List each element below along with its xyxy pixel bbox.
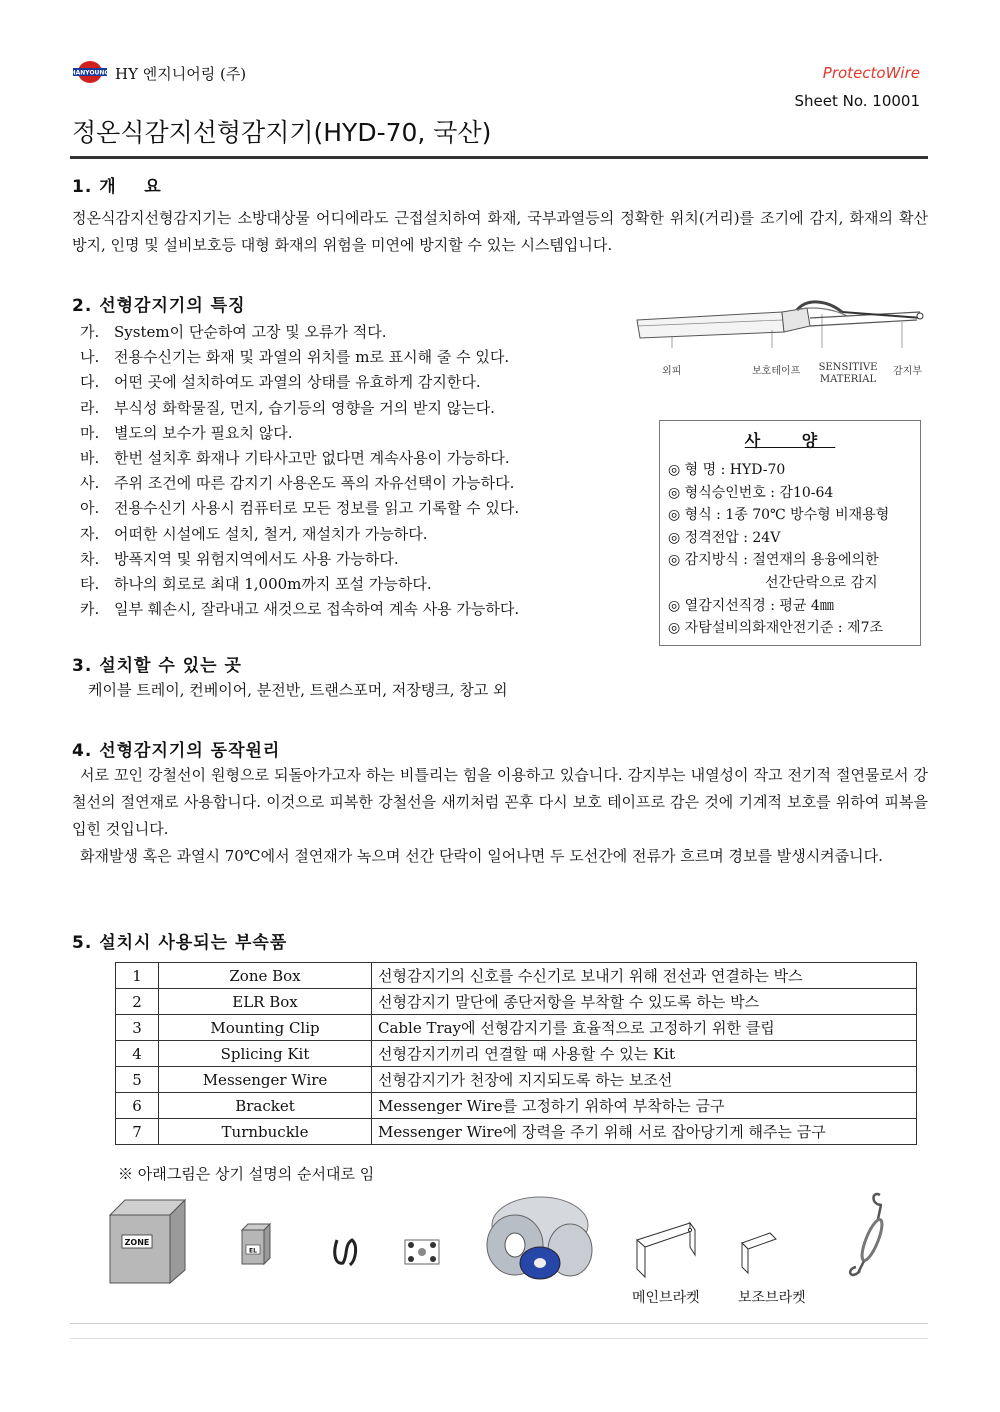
part-name-cell: Zone Box [159, 963, 372, 989]
feature-text: 일부 훼손시, 잘라내고 새것으로 접속하여 계속 사용 가능하다. [114, 600, 520, 619]
company-logo [70, 60, 110, 84]
feature-text: 부식성 화학물질, 먼지, 습기등의 영향을 거의 받지 않는다. [114, 398, 495, 417]
feature-text: 전용수신기 사용시 컴퓨터로 모든 정보를 읽고 기록할 수 있다. [114, 499, 520, 518]
section-1-body: 정온식감지선형감지기는 소방대상물 어디에라도 근접설치하여 화재, 국부과열등의 정확한 위치(거리)를 조기에 감지, 화재의 확산방지, 인명 및 설비보호등 대형 화재의 위험을 미연에 방지할 수 있는 시스템입니다. [72, 209, 928, 254]
feature-text: 방폭지역 및 위험지역에서도 사용 가능하다. [114, 549, 399, 568]
spec-row: ◎ 열감지선직경 : 평균 4㎜ [668, 597, 834, 614]
feature-marker: 타. [80, 574, 100, 593]
part-name-cell: ELR Box [159, 989, 372, 1015]
logo-text: HANYOUNG [70, 69, 110, 77]
table-row [116, 1093, 917, 1119]
section-4-para-1: 서로 꼬인 강철선이 원형으로 되돌아가고자 하는 비틀리는 힘을 이용하고 있습니다. 감지부는 내열성이 작고 전기적 절연물로서 강철선의 절연재로 사용합니다. 이것으로 피복한 강철선을 새끼처럼 꼰후 다시 보호 테이프로 감은 것에 기계적 보호를 위하여 피복을 입힌 것입니다. [72, 766, 928, 838]
feature-marker: 아. [80, 499, 100, 518]
feature-item [80, 471, 640, 496]
spec-row: ◎ 형식승인번호 : 감10-64 [668, 484, 834, 501]
part-number-cell: 3 [116, 1015, 159, 1041]
spec-rows [668, 459, 889, 640]
feature-list [80, 320, 640, 622]
page-title: 정온식감지선형감지기(HYD-70, 국산) [72, 118, 492, 147]
spec-row: ◎ 정격전압 : 24V [668, 529, 781, 546]
feature-text: 주위 조건에 따른 감지기 사용온도 폭의 자유선택이 가능하다. [114, 474, 515, 493]
table-row [116, 1067, 917, 1093]
feature-marker: 카. [80, 600, 100, 619]
footer-divider-2 [70, 1338, 928, 1339]
section-1-title: 1. 개 요 [72, 177, 162, 197]
part-name-cell: Messenger Wire [159, 1067, 372, 1093]
feature-marker: 라. [80, 398, 100, 417]
cable-label-tape: 보호테이프 [752, 366, 801, 377]
main-bracket-caption: 메인브라켓 [632, 1290, 700, 1306]
table-row [116, 989, 917, 1015]
table-row [116, 1119, 917, 1145]
feature-marker: 차. [80, 549, 100, 568]
feature-marker: 다. [80, 373, 100, 392]
cable-label-outer: 외피 [662, 366, 682, 377]
sub-bracket-caption: 보조브라켓 [738, 1290, 806, 1306]
section-2-title: 2. 선형감지기의 특징 [72, 296, 246, 316]
feature-marker: 바. [80, 448, 100, 467]
part-number-cell: 2 [116, 989, 159, 1015]
sub-bracket-picture [742, 1233, 776, 1273]
part-description-cell: 선형감지기 말단에 종단저항을 부착할 수 있도록 하는 박스 [372, 989, 917, 1015]
elr-box-picture [242, 1224, 270, 1264]
part-name-cell: Splicing Kit [159, 1041, 372, 1067]
feature-text: 하나의 회로로 최대 1,000m까지 포설 가능하다. [114, 574, 432, 593]
part-name-cell: Turnbuckle [159, 1119, 372, 1145]
feature-marker: 사. [80, 474, 100, 493]
feature-item [80, 597, 640, 622]
svg-text:ZONE: ZONE [124, 1238, 150, 1247]
feature-marker: 마. [80, 423, 100, 442]
feature-item [80, 370, 640, 395]
part-description-cell: Messenger Wire에 장력을 주기 위해 서로 잡아당기게 해주는 금구 [372, 1119, 917, 1145]
footer-divider [70, 1323, 928, 1324]
feature-text: 어떠한 시설에도 설치, 철거, 재설치가 가능하다. [114, 524, 428, 543]
messenger-wire-picture [487, 1197, 592, 1279]
spec-title: 사 양 [744, 431, 836, 450]
part-description-cell: Cable Tray에 선형감지기를 효율적으로 고정하기 위한 클립 [372, 1015, 917, 1041]
feature-marker: 자. [80, 524, 100, 543]
cable-diagram [632, 290, 932, 350]
section-5-title: 5. 설치시 사용되는 부속품 [72, 933, 288, 953]
feature-text: 어떤 곳에 설치하여도 과열의 상태를 유효하게 감지한다. [114, 373, 481, 392]
part-number-cell: 7 [116, 1119, 159, 1145]
part-description-cell: Messenger Wire를 고정하기 위하여 부착하는 금구 [372, 1093, 917, 1119]
title-divider [70, 156, 928, 159]
sheet-number: Sheet No. 10001 [794, 92, 920, 110]
spec-row: ◎ 자탐설비의화재안전기준 : 제7조 [668, 620, 884, 637]
cable-label-detector: 감지부 [893, 366, 922, 377]
feature-item [80, 421, 640, 446]
feature-marker: 가. [80, 323, 100, 341]
table-row [116, 963, 917, 989]
section-3-body: 케이블 트레이, 컨베이어, 분전반, 트랜스포머, 저장탱크, 창고 외 [88, 681, 508, 699]
feature-item [80, 345, 640, 370]
spec-row: ◎ 형 명 : HYD-70 [668, 462, 786, 478]
section-3-title: 3. 설치할 수 있는 곳 [72, 656, 242, 676]
section-4-body [72, 762, 928, 870]
company-name: HY 엔지니어링 (주) [115, 65, 247, 83]
section-4-title: 4. 선형감지기의 동작원리 [72, 741, 281, 761]
svg-text:EL: EL [249, 1247, 257, 1255]
spec-box [659, 420, 921, 646]
splicing-kit-picture [405, 1240, 439, 1264]
zone-box-picture [110, 1200, 185, 1283]
part-name-cell: Mounting Clip [159, 1015, 372, 1041]
part-description-cell: 선형감지기의 신호를 수신기로 보내기 위해 전선과 연결하는 박스 [372, 963, 917, 989]
mounting-clip-picture [335, 1240, 356, 1265]
feature-item [80, 320, 640, 345]
table-row [116, 1041, 917, 1067]
cable-label-sensitive: SENSITIVE MATERIAL [818, 362, 878, 385]
part-name-cell: Bracket [159, 1093, 372, 1119]
turnbuckle-picture [850, 1194, 886, 1275]
parts-table [115, 962, 917, 1145]
feature-item [80, 446, 640, 471]
part-number-cell: 1 [116, 963, 159, 989]
spec-row: ◎ 감지방식 : 절연재의 용융에의한 [668, 552, 879, 569]
figure-note: ※ 아래그림은 상기 설명의 순서대로 임 [118, 1165, 375, 1183]
part-number-cell: 6 [116, 1093, 159, 1119]
feature-text: System이 단순하여 고장 및 오류가 적다. [114, 323, 387, 341]
feature-item [80, 496, 640, 521]
spec-row: 선간단락으로 감지 [765, 574, 878, 591]
brand-name: ProtectoWire [822, 64, 920, 82]
part-number-cell: 5 [116, 1067, 159, 1093]
part-number-cell: 4 [116, 1041, 159, 1067]
feature-item [80, 396, 640, 421]
part-description-cell: 선형감지기가 천장에 지지되도록 하는 보조선 [372, 1067, 917, 1093]
feature-marker: 나. [80, 348, 100, 367]
table-row [116, 1015, 917, 1041]
feature-text: 별도의 보수가 필요치 않다. [114, 423, 293, 442]
spec-row: ◎ 형식 : 1종 70℃ 방수형 비재용형 [668, 507, 890, 524]
section-4-para-2: 화재발생 혹은 과열시 70℃에서 절연재가 녹으며 선간 단락이 일어나면 두 도선간에 전류가 흐르며 경보를 발생시켜줍니다. [80, 847, 883, 865]
feature-item [80, 547, 640, 572]
part-description-cell: 선형감지기끼리 연결할 때 사용할 수 있는 Kit [372, 1041, 917, 1067]
accessory-pictures [100, 1185, 920, 1285]
main-bracket-picture [637, 1223, 695, 1277]
feature-item [80, 522, 640, 547]
feature-item [80, 572, 640, 597]
feature-text: 한번 설치후 화재나 기타사고만 없다면 계속사용이 가능하다. [114, 448, 510, 467]
feature-text: 전용수신기는 화재 및 과열의 위치를 m로 표시해 줄 수 있다. [114, 348, 510, 367]
